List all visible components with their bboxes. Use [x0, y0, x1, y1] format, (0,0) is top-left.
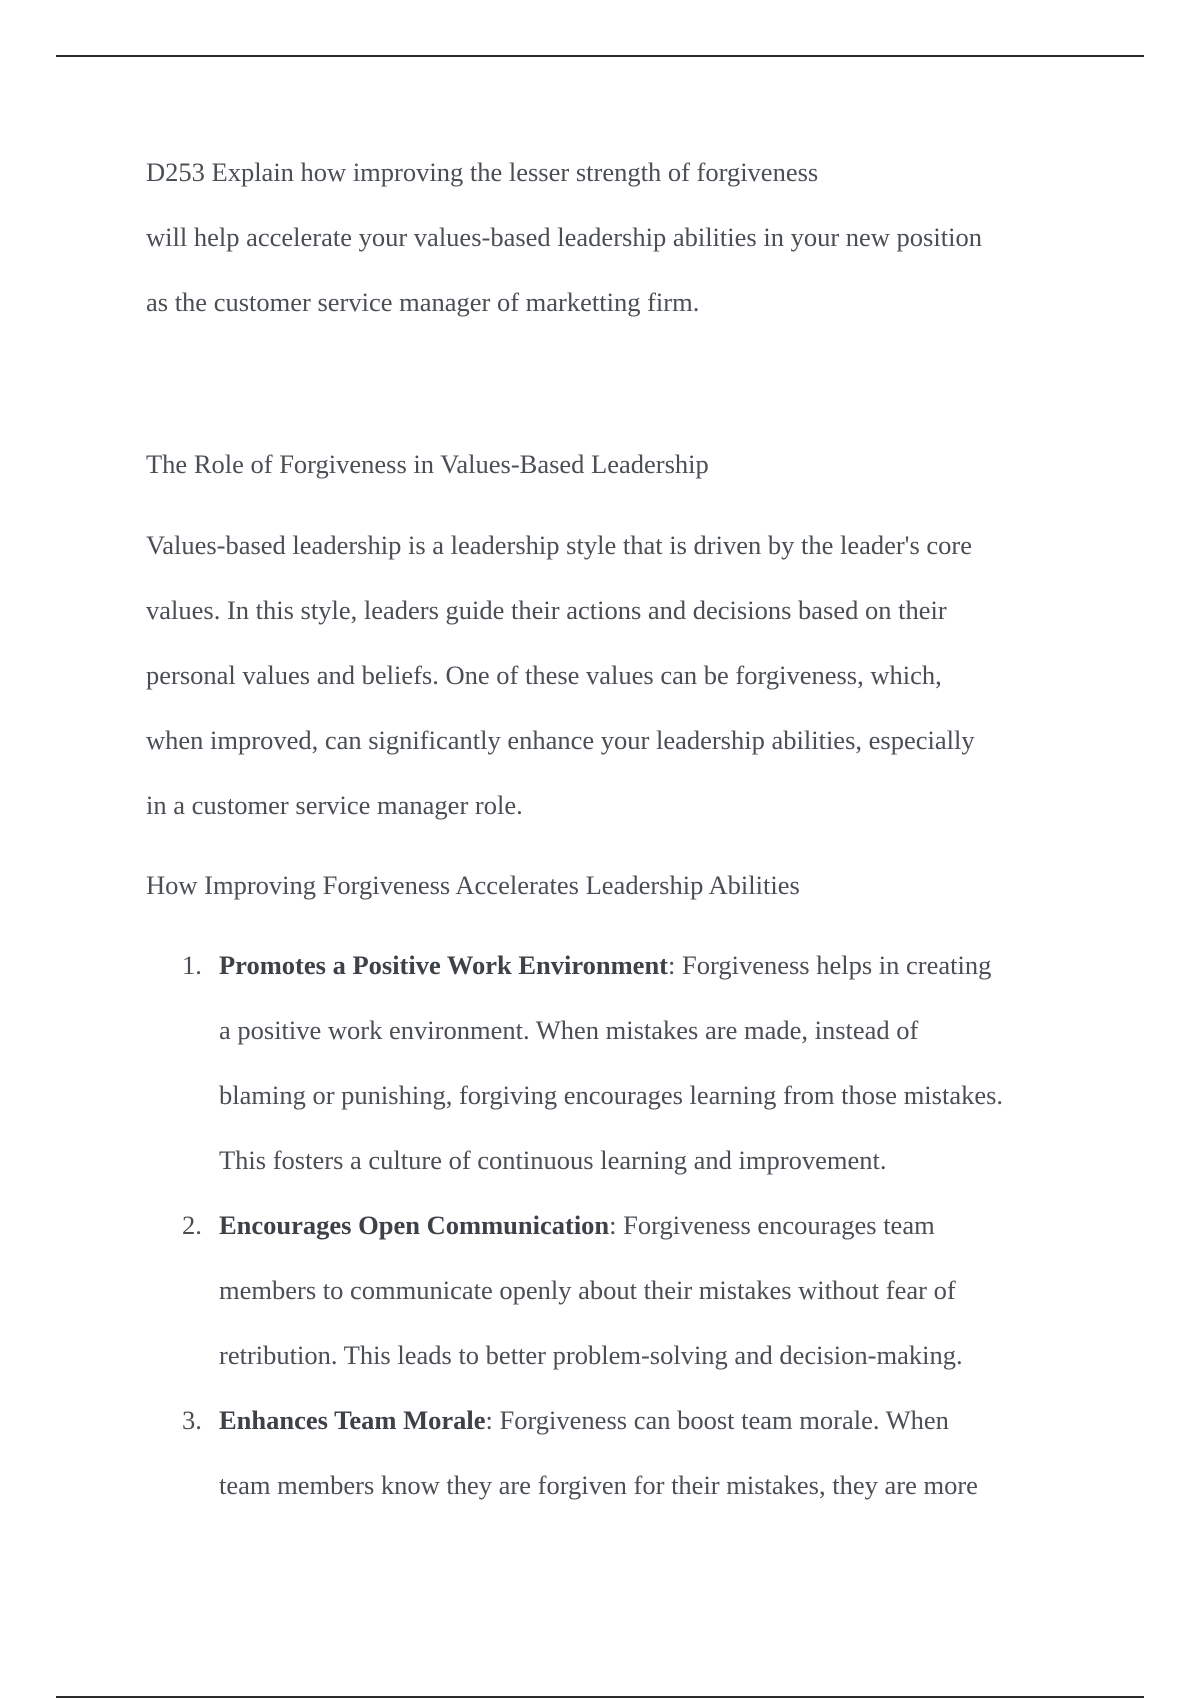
paragraph-line: Values-based leadership is a leadership style that is driven by the leader's core: [146, 530, 972, 560]
list-item-line: team members know they are forgiven for their mistakes, they are more: [219, 1470, 978, 1500]
list-item-title: Promotes a Positive Work Environment: [219, 950, 669, 980]
paragraph-line: personal values and beliefs. One of these values can be forgiveness, which,: [146, 660, 942, 690]
list-item-text: : Forgiveness can boost team morale. When: [485, 1405, 949, 1435]
list-item-line: blaming or punishing, forgiving encourages learning from those mistakes.: [219, 1080, 1004, 1110]
intro-paragraph: [146, 513, 1066, 838]
list-item-title: Encourages Open Communication: [219, 1210, 610, 1240]
list-item-first-line: [219, 933, 1066, 998]
prompt-block: [146, 140, 1066, 335]
subsection-title: How Improving Forgiveness Accelerates Leadership Abilities: [146, 870, 800, 900]
list-item-text: : Forgiveness helps in creating: [668, 950, 992, 980]
prompt-line: as the customer service manager of marketting firm.: [146, 287, 700, 317]
section-title: The Role of Forgiveness in Values-Based Leadership: [146, 449, 709, 479]
list-item-first-line: [219, 1388, 1066, 1453]
list-item: [146, 1193, 1066, 1388]
prompt-line: will help accelerate your values-based leadership abilities in your new position: [146, 222, 982, 252]
benefits-list: [146, 933, 1066, 1518]
list-item-text: : Forgiveness encourages team: [609, 1210, 935, 1240]
header-rule: [56, 55, 1144, 57]
prompt-line: D253 Explain how improving the lesser strength of forgiveness: [146, 157, 819, 187]
paragraph-line: when improved, can significantly enhance your leadership abilities, especially: [146, 725, 975, 755]
list-item-title: Enhances Team Morale: [219, 1405, 486, 1435]
paragraph-line: in a customer service manager role.: [146, 790, 523, 820]
list-number: 1.: [182, 950, 202, 980]
list-item: [146, 933, 1066, 1193]
list-item-line: members to communicate openly about their mistakes without fear of: [219, 1275, 956, 1305]
document-body: [146, 140, 1066, 1518]
list-item-line: a positive work environment. When mistakes are made, instead of: [219, 1015, 919, 1045]
list-number: 2.: [182, 1210, 202, 1240]
paragraph-line: values. In this style, leaders guide their actions and decisions based on their: [146, 595, 947, 625]
footer-rule: [56, 1696, 1144, 1698]
list-item-line: retribution. This leads to better problem-solving and decision-making.: [219, 1340, 963, 1370]
list-item-line: This fosters a culture of continuous learning and improvement.: [219, 1145, 887, 1175]
list-item-first-line: [219, 1193, 1066, 1258]
list-number: 3.: [182, 1405, 202, 1435]
list-item: [146, 1388, 1066, 1518]
